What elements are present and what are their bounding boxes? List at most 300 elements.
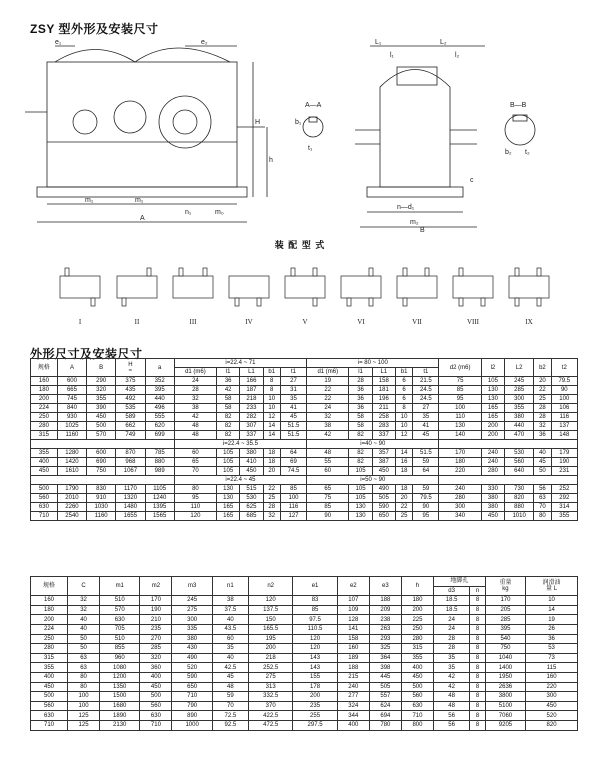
header-n: n (470, 586, 486, 596)
table-cell: 1350 (100, 682, 140, 692)
table-cell: 40 (212, 653, 248, 663)
table-cell: 505 (369, 682, 401, 692)
table-row (31, 503, 578, 512)
table-cell: 390 (87, 404, 116, 413)
table-cell: 490 (372, 485, 395, 494)
outline-title: ZSY 型外形及安装尺寸 (30, 22, 159, 36)
outline-drawing (25, 32, 585, 232)
table-cell: 40 (212, 615, 248, 625)
front-top-curve (55, 48, 230, 62)
table-cell: 26 (526, 624, 578, 634)
table-cell: 710 (31, 512, 58, 521)
table-row (31, 485, 578, 494)
table-cell: 505 (372, 494, 395, 503)
header-n2: n2 (248, 577, 292, 596)
table1-group3 (31, 485, 578, 521)
table-cell: 18.5 (433, 605, 469, 615)
table-cell: 63 (68, 663, 100, 673)
table-cell: 160 (526, 672, 578, 682)
table-cell: 38 (307, 422, 349, 431)
table-cell: 36 (526, 634, 578, 644)
label-h: h (269, 157, 273, 164)
table-cell: 710 (172, 692, 212, 702)
table-cell: 325 (369, 644, 401, 654)
table-cell: 127 (280, 512, 306, 521)
table-cell: 330 (481, 485, 504, 494)
table-row (31, 422, 578, 431)
table-cell: 510 (100, 634, 140, 644)
table-cell: 64 (280, 449, 306, 458)
table-cell: 210 (140, 615, 172, 625)
table-cell: 196 (372, 395, 395, 404)
label-section-aa: A—A (305, 102, 322, 109)
table-cell: 332.5 (248, 692, 292, 702)
table-cell: 600 (87, 449, 116, 458)
table-row (31, 413, 578, 422)
table-cell: 560 (505, 458, 534, 467)
table-cell: 1170 (116, 485, 145, 494)
table-cell: 79.5 (551, 377, 577, 386)
table-cell: 600 (57, 377, 86, 386)
table-cell: 70 (534, 503, 551, 512)
assembly-label: VI (357, 318, 365, 326)
table-cell: 1320 (116, 494, 145, 503)
table-cell: 277 (337, 692, 369, 702)
table-cell: 42 (433, 672, 469, 682)
table-cell: 195 (248, 634, 292, 644)
table-cell: 6 (395, 395, 412, 404)
table-cell: 250 (31, 634, 68, 644)
table-cell: 18 (263, 449, 280, 458)
table-cell: 70 (174, 467, 216, 476)
table-cell: 65 (307, 485, 349, 494)
band-label: i=50 ~ 90 (307, 476, 439, 485)
label-e1: e₁ (55, 39, 62, 46)
table-cell: 158 (372, 377, 395, 386)
table-cell: 120 (248, 596, 292, 606)
table-cell: 750 (485, 644, 525, 654)
table-cell: 620 (145, 422, 174, 431)
table-cell: 910 (87, 494, 116, 503)
table-cell: 24 (433, 615, 469, 625)
table-cell: 24 (433, 624, 469, 634)
table-cell: 235 (293, 701, 337, 711)
table-cell: 165 (217, 503, 240, 512)
table-cell: 215 (337, 672, 369, 682)
header-e2: e2 (337, 577, 369, 596)
table-cell: 24 (174, 377, 216, 386)
table-cell: 180 (31, 386, 58, 395)
table-cell: 100 (551, 395, 577, 404)
table-cell: 500 (140, 692, 172, 702)
table-cell: 200 (248, 644, 292, 654)
table-cell: 116 (551, 413, 577, 422)
table-cell: 355 (87, 395, 116, 404)
table-cell: 100 (439, 404, 481, 413)
table-cell: 750 (87, 467, 116, 476)
table-cell: 42 (174, 413, 216, 422)
table-cell: 285 (140, 644, 172, 654)
table-cell: 280 (31, 644, 68, 654)
table-row (31, 596, 578, 606)
table-cell: 400 (401, 663, 433, 673)
table-cell: 58 (349, 422, 372, 431)
table-cell: 6 (395, 377, 412, 386)
header-t2: t2 (551, 359, 577, 377)
table-cell: 56 (433, 720, 469, 730)
table-cell: 130 (349, 512, 372, 521)
table-cell: 1480 (116, 503, 145, 512)
table-cell: 8 (470, 605, 486, 615)
table-cell: 165 (481, 413, 504, 422)
table-cell: 540 (485, 634, 525, 644)
table-row (31, 458, 578, 467)
table-cell: 82 (349, 458, 372, 467)
table-cell: 12 (263, 413, 280, 422)
table-row (31, 663, 578, 673)
table-cell: 25 (534, 395, 551, 404)
table-cell: 36 (534, 431, 551, 440)
table-cell: 300 (505, 395, 534, 404)
table-cell: 1010 (505, 512, 534, 521)
table-cell: 490 (172, 653, 212, 663)
assembly-title: 装 配 型 式 (274, 240, 326, 250)
table-cell: 18 (395, 467, 412, 476)
table-cell: 38 (174, 404, 216, 413)
assembly-type-1-icon (60, 268, 100, 306)
table-cell: 83 (293, 596, 337, 606)
table-cell: 58 (217, 404, 240, 413)
table-cell: 205 (485, 605, 525, 615)
table-cell: 82 (217, 422, 240, 431)
table-cell: 51.5 (280, 431, 306, 440)
table-cell: 27 (413, 404, 439, 413)
table-cell: 85 (439, 386, 481, 395)
table-cell: 780 (369, 720, 401, 730)
table-cell: 1500 (100, 692, 140, 702)
table-cell: 75 (439, 377, 481, 386)
table-cell: 515 (240, 485, 263, 494)
table-cell: 840 (57, 404, 86, 413)
table-cell: 200 (481, 431, 504, 440)
table-cell: 48 (174, 431, 216, 440)
table-cell: 355 (31, 663, 68, 673)
table-cell: 180 (401, 596, 433, 606)
table-cell: 140 (439, 431, 481, 440)
table-cell: 590 (172, 672, 212, 682)
table-cell: 520 (172, 663, 212, 673)
table-cell: 110 (174, 503, 216, 512)
table-cell: 22 (263, 485, 280, 494)
table-cell: 665 (57, 386, 86, 395)
table-cell: 360 (140, 663, 172, 673)
table-cell: 337 (240, 431, 263, 440)
table-cell: 28 (433, 644, 469, 654)
table-cell: 51.5 (280, 422, 306, 431)
table-cell: 220 (526, 682, 578, 692)
table-cell: 200 (481, 422, 504, 431)
table-cell: 59 (413, 458, 439, 467)
header-l1b: l1 (349, 368, 372, 377)
table-cell: 880 (505, 503, 534, 512)
table-cell: 1160 (57, 431, 86, 440)
table-cell: 625 (240, 503, 263, 512)
table-cell: 160 (31, 377, 58, 386)
table-cell: 32 (174, 395, 216, 404)
table-cell: 141 (337, 624, 369, 634)
table-cell: 36 (349, 386, 372, 395)
table-cell: 300 (172, 615, 212, 625)
table-cell: 63 (534, 494, 551, 503)
table-cell: 450 (372, 467, 395, 476)
table-cell: 364 (369, 653, 401, 663)
table-cell: 10 (263, 404, 280, 413)
table-cell: 8 (470, 711, 486, 721)
table-cell: 45 (280, 413, 306, 422)
table1-group2 (31, 449, 578, 476)
table-cell: 650 (372, 512, 395, 521)
header-d2: d2 (m6) (439, 359, 481, 377)
table-cell: 36 (349, 395, 372, 404)
table-cell: 51.5 (413, 449, 439, 458)
table-cell: 80 (68, 682, 100, 692)
table-cell: 450 (140, 682, 172, 692)
front-output-bore (159, 96, 211, 148)
table-cell: 380 (240, 449, 263, 458)
header-i1: i=22.4 ~ 71 (174, 359, 306, 368)
table-cell: 1680 (100, 701, 140, 711)
table-cell: 150 (248, 615, 292, 625)
label-e2: e₂ (201, 39, 208, 46)
table-cell: 690 (87, 458, 116, 467)
table-cell: 14 (263, 431, 280, 440)
table-cell: 435 (116, 386, 145, 395)
table-cell: 225 (401, 615, 433, 625)
table-cell: 18 (263, 458, 280, 467)
table-row (31, 467, 578, 476)
table-cell: 1030 (87, 503, 116, 512)
table-cell: 231 (551, 467, 577, 476)
table-cell: 158 (337, 634, 369, 644)
table-cell: 105 (349, 494, 372, 503)
table-cell: 137 (551, 422, 577, 431)
table-cell: 21.5 (413, 377, 439, 386)
table-title: 外形尺寸及安装尺寸 (30, 347, 143, 361)
table-cell: 25 (263, 494, 280, 503)
table-cell: 41 (280, 404, 306, 413)
table-cell: 630 (401, 701, 433, 711)
table-cell: 313 (248, 682, 292, 692)
table-cell: 315 (31, 653, 68, 663)
table-cell: 630 (140, 711, 172, 721)
assembly-label: VIII (466, 318, 480, 326)
table-cell: 74.5 (280, 467, 306, 476)
table-cell: 685 (240, 512, 263, 521)
table-cell: 315 (31, 431, 58, 440)
table-cell: 1105 (145, 485, 174, 494)
table-cell: 357 (372, 449, 395, 458)
assembly-type-5-icon (285, 268, 325, 306)
table-cell: 285 (505, 386, 534, 395)
table-cell: 630 (31, 503, 58, 512)
table-cell: 72.5 (212, 711, 248, 721)
table-cell: 1067 (116, 467, 145, 476)
header-B: B (87, 359, 116, 377)
table-cell: 59 (212, 692, 248, 702)
table-cell: 324 (337, 701, 369, 711)
table-cell: 450 (240, 467, 263, 476)
table-cell: 100 (280, 494, 306, 503)
table-cell: 530 (505, 449, 534, 458)
table-cell: 8 (470, 682, 486, 692)
table-cell: 48 (433, 692, 469, 702)
table-cell: 35 (280, 395, 306, 404)
table-cell: 1000 (172, 720, 212, 730)
table-cell: 450 (31, 467, 58, 476)
header-t1b: t1 (413, 368, 439, 377)
table-cell: 22 (307, 386, 349, 395)
table-cell: 2130 (100, 720, 140, 730)
band-label: i=40 ~ 90 (307, 440, 439, 449)
table-cell: 1950 (485, 672, 525, 682)
table-cell: 56 (433, 711, 469, 721)
dimension-table-1 (30, 358, 578, 521)
table-cell: 209 (369, 605, 401, 615)
table-cell: 105 (217, 449, 240, 458)
table-cell: 270 (140, 634, 172, 644)
table-cell: 745 (57, 395, 86, 404)
table-cell: 10 (526, 596, 578, 606)
table-cell: 290 (87, 377, 116, 386)
table-row (31, 512, 578, 521)
table-cell: 14 (263, 422, 280, 431)
table-cell: 630 (100, 615, 140, 625)
table-cell: 450 (31, 682, 68, 692)
table-cell: 314 (551, 503, 577, 512)
assembly-label: V (302, 318, 308, 326)
table-cell: 3800 (485, 692, 525, 702)
table-row (31, 404, 578, 413)
table-cell: 255 (293, 711, 337, 721)
table-cell: 90 (413, 503, 439, 512)
table-cell: 18.5 (433, 596, 469, 606)
table-cell: 6 (395, 386, 412, 395)
table-cell: 300 (439, 503, 481, 512)
table-row (31, 672, 578, 682)
table-cell: 8 (470, 653, 486, 663)
table-cell: 422.5 (248, 711, 292, 721)
table-cell: 450 (481, 512, 504, 521)
assembly-label: III (189, 318, 197, 326)
table-cell: 165.5 (248, 624, 292, 634)
table-cell: 710 (401, 711, 433, 721)
header-n1: n1 (212, 577, 248, 596)
table-cell: 968 (116, 458, 145, 467)
table-cell: 218 (248, 653, 292, 663)
table-cell: 1400 (485, 663, 525, 673)
table-cell: 82 (217, 431, 240, 440)
table-cell: 1420 (57, 458, 86, 467)
table-cell: 280 (481, 467, 504, 476)
table-cell: 110 (439, 413, 481, 422)
table-cell: 320 (140, 653, 172, 663)
table-cell: 59 (413, 485, 439, 494)
table-cell: 258 (372, 413, 395, 422)
table-cell: 187 (240, 386, 263, 395)
table-cell: 630 (31, 711, 68, 721)
table-cell: 10 (395, 422, 412, 431)
table-cell: 930 (57, 413, 86, 422)
table-cell: 855 (100, 644, 140, 654)
table-cell: 31 (280, 386, 306, 395)
table-cell: 430 (172, 644, 212, 654)
table-cell: 380 (481, 503, 504, 512)
table-cell: 2540 (57, 512, 86, 521)
table-cell: 211 (372, 404, 395, 413)
table-cell: 450 (87, 413, 116, 422)
table-cell: 560 (31, 701, 68, 711)
table-cell: 500 (87, 422, 116, 431)
table-cell: 18 (395, 485, 412, 494)
table-cell: 19 (307, 377, 349, 386)
table-cell: 180 (31, 605, 68, 615)
table-cell: 42.5 (212, 663, 248, 673)
table-cell: 7060 (485, 711, 525, 721)
table-cell: 275 (248, 672, 292, 682)
table-cell: 340 (439, 512, 481, 521)
table-cell: 105 (349, 467, 372, 476)
table-cell: 55 (307, 458, 349, 467)
table-cell: 130 (439, 422, 481, 431)
assembly-type-2-icon (117, 268, 157, 306)
header-b1: b1 (263, 368, 280, 377)
table-cell: 387 (372, 458, 395, 467)
table-cell: 285 (485, 615, 525, 625)
table-cell: 820 (526, 720, 578, 730)
front-housing (47, 62, 237, 187)
table-cell: 32 (68, 596, 100, 606)
side-housing (380, 70, 450, 188)
table-cell: 58 (349, 413, 372, 422)
table-cell: 492 (116, 395, 145, 404)
table-cell: 73 (526, 653, 578, 663)
table-cell: 28 (263, 503, 280, 512)
table-cell: 8 (263, 386, 280, 395)
table-cell: 375 (116, 377, 145, 386)
table-cell: 115 (526, 663, 578, 673)
assembly-type-8-icon (453, 268, 493, 306)
table-cell: 640 (505, 467, 534, 476)
table-cell: 1160 (87, 512, 116, 521)
table-cell: 790 (172, 701, 212, 711)
table-cell: 92.5 (212, 720, 248, 730)
table-cell: 35 (433, 653, 469, 663)
table-cell: 170 (140, 596, 172, 606)
table-cell: 355 (401, 653, 433, 663)
table-cell: 880 (145, 458, 174, 467)
header-e3: e3 (369, 577, 401, 596)
table-cell: 380 (172, 634, 212, 644)
table-cell: 24.5 (413, 386, 439, 395)
table-cell: 107 (337, 596, 369, 606)
label-l1: l₁ (390, 52, 394, 59)
table-row (31, 386, 578, 395)
header-l1: l1 (217, 368, 240, 377)
header-weight: 重量 kg (485, 577, 525, 596)
table-cell: 20 (534, 377, 551, 386)
table-cell: 8 (470, 596, 486, 606)
table-cell: 280 (439, 494, 481, 503)
